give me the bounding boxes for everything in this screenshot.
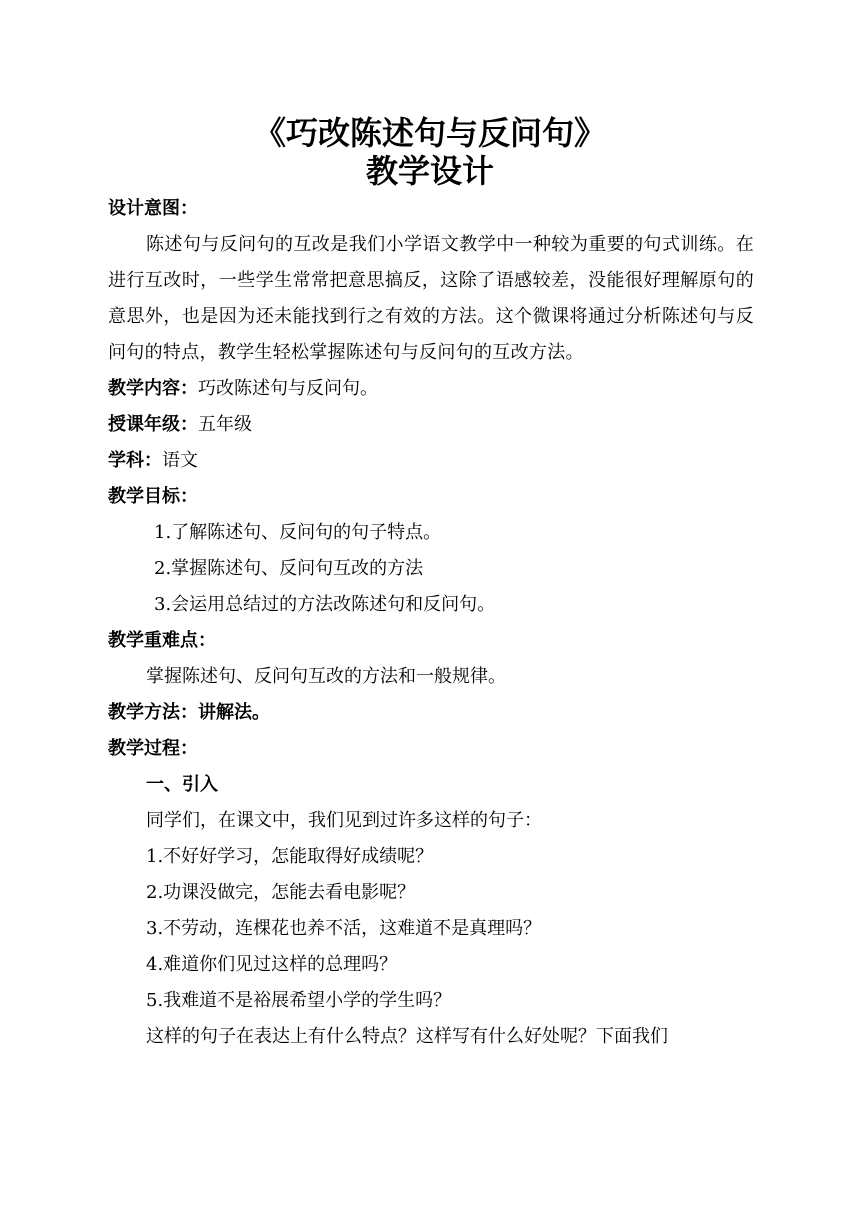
design-intent-heading	[108, 191, 754, 227]
objective-item: 2.掌握陈述句、反问句互改的方法	[154, 558, 424, 579]
key-points-label: 教学重难点：	[108, 630, 216, 651]
example-sentence: 4.难道你们见过这样的总理吗？	[146, 954, 398, 975]
method-value: 讲解法。	[198, 702, 270, 723]
section1-heading: 一、引入	[146, 774, 218, 795]
example-sentence: 5.我难道不是裕展希望小学的学生吗？	[146, 990, 452, 1011]
design-intent-paragraph: 陈述句与反问句的互改是我们小学语文教学中一种较为重要的句式训练。在进行互改时，一些学生常常把意思搞反，这除了语感较差，没能很好理解原句的意思外，也是因为还未能找到行之有效的方法。这个微课将通过分析陈述句与反问句的特点，教学生轻松掌握陈述句与反问句的互改方法。	[108, 234, 754, 363]
subject-line	[108, 443, 754, 479]
design-intent-label: 设计意图：	[108, 198, 198, 219]
document-subtitle: 教学设计	[365, 152, 494, 190]
key-points-heading	[108, 623, 754, 659]
subject-value: 语文	[162, 450, 198, 471]
key-points-text: 掌握陈述句、反问句互改的方法和一般规律。	[146, 666, 506, 687]
example-sentence: 1.不好好学习，怎能取得好成绩呢？	[146, 846, 434, 867]
objective-item: 3.会运用总结过的方法改陈述句和反问句。	[154, 594, 496, 615]
process-intro: 同学们，在课文中，我们见到过许多这样的句子：	[146, 810, 542, 831]
objectives-heading	[108, 479, 754, 515]
objectives-label: 教学目标：	[108, 486, 198, 507]
objective-item: 1.了解陈述句、反问句的句子特点。	[154, 522, 442, 543]
method-label: 教学方法：	[108, 702, 198, 723]
method-line	[108, 695, 754, 731]
subject-label: 学科：	[108, 450, 162, 471]
content-label: 教学内容：	[108, 378, 198, 399]
process-heading	[108, 731, 754, 767]
grade-value: 五年级	[198, 414, 252, 435]
content-line	[108, 371, 754, 407]
grade-label: 授课年级：	[108, 414, 198, 435]
process-follow-up: 这样的句子在表达上有什么特点？这样写有什么好处呢？下面我们	[146, 1026, 668, 1047]
document-body	[108, 191, 754, 1055]
example-sentence: 3.不劳动，连棵花也养不活，这难道不是真理吗？	[146, 918, 542, 939]
content-value: 巧改陈述句与反问句。	[198, 378, 378, 399]
grade-line	[108, 407, 754, 443]
example-sentence: 2.功课没做完，怎能去看电影呢？	[146, 882, 416, 903]
process-label: 教学过程：	[108, 738, 198, 759]
document-title: 《巧改陈述句与反问句》	[253, 114, 606, 152]
section-heading	[108, 767, 754, 803]
